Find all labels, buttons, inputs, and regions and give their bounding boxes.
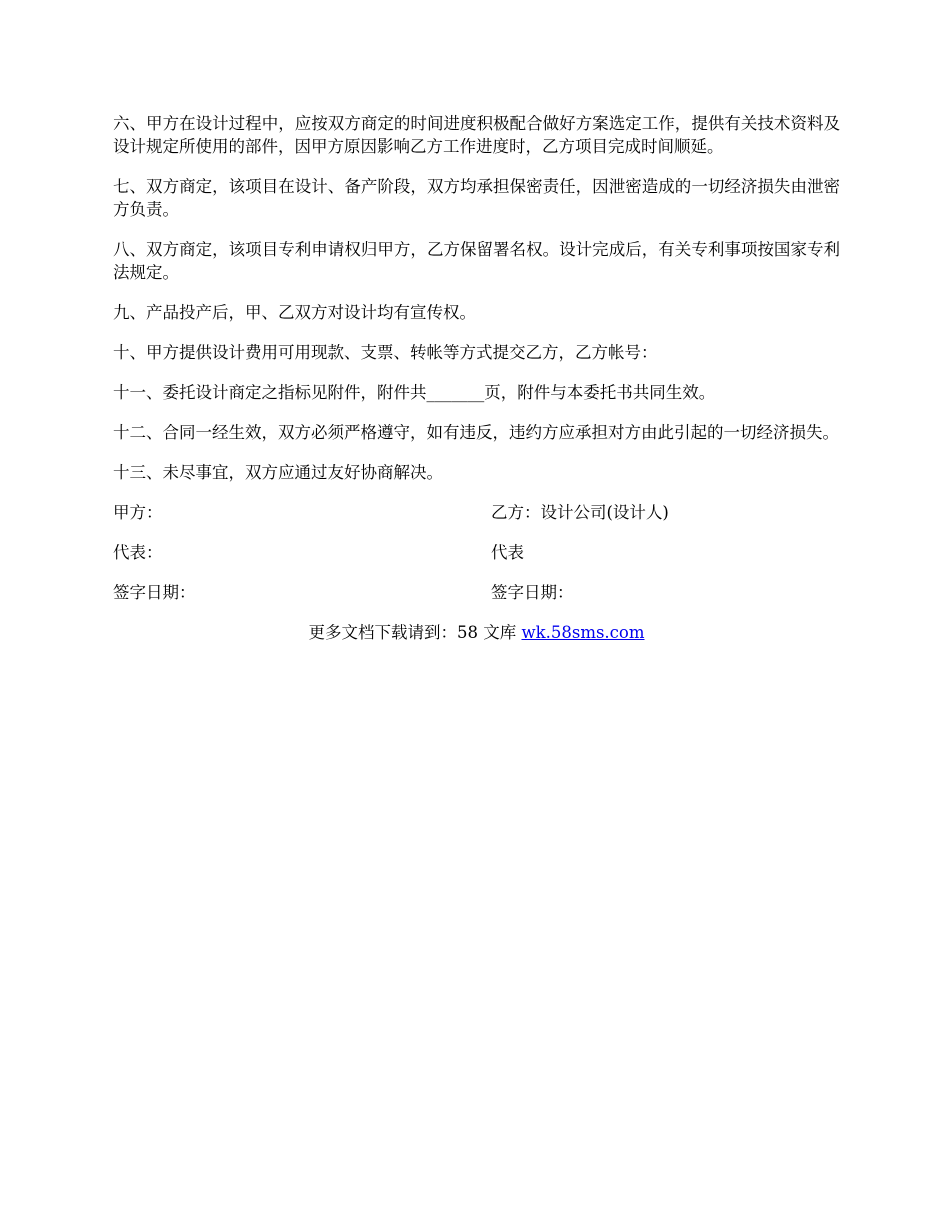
party-b-label: 乙方：设计公司(设计人) xyxy=(491,503,669,522)
footer-link[interactable]: wk.58sms.com xyxy=(521,623,645,642)
clause-8: 八、双方商定，该项目专利申请权归甲方，乙方保留署名权。设计完成后，有关专利事项按国家专利法规定。 xyxy=(113,240,840,282)
signature-representative-row xyxy=(113,541,840,564)
clause-9: 九、产品投产后，甲、乙双方对设计均有宣传权。 xyxy=(113,303,476,322)
party-a-label: 甲方： xyxy=(113,503,163,522)
signature-date-row xyxy=(113,581,840,604)
footer-note xyxy=(113,621,840,644)
document-body xyxy=(113,112,840,644)
sign-date-b-label: 签字日期： xyxy=(491,583,574,602)
footer-prefix-text: 更多文档下载请到：58 文库 xyxy=(308,623,522,642)
clause-7: 七、双方商定，该项目在设计、备产阶段，双方均承担保密责任，因泄密造成的一切经济损失由泄密方负责。 xyxy=(113,177,840,219)
signature-party-row xyxy=(113,501,840,524)
clause-10: 十、甲方提供设计费用可用现款、支票、转帐等方式提交乙方，乙方帐号： xyxy=(113,343,658,362)
representative-b-label: 代表 xyxy=(491,543,524,562)
clause-11: 十一、委托设计商定之指标见附件，附件共_______页，附件与本委托书共同生效。 xyxy=(113,383,716,402)
representative-a-label: 代表： xyxy=(113,543,163,562)
sign-date-a-label: 签字日期： xyxy=(113,583,196,602)
clause-13: 十三、未尽事宜，双方应通过友好协商解决。 xyxy=(113,463,443,482)
clause-12: 十二、合同一经生效，双方必须严格遵守，如有违反，违约方应承担对方由此引起的一切经济损失。 xyxy=(113,423,839,442)
clause-6: 六、甲方在设计过程中，应按双方商定的时间进度积极配合做好方案选定工作，提供有关技术资料及设计规定所使用的部件，因甲方原因影响乙方工作进度时，乙方项目完成时间顺延。 xyxy=(113,114,840,156)
